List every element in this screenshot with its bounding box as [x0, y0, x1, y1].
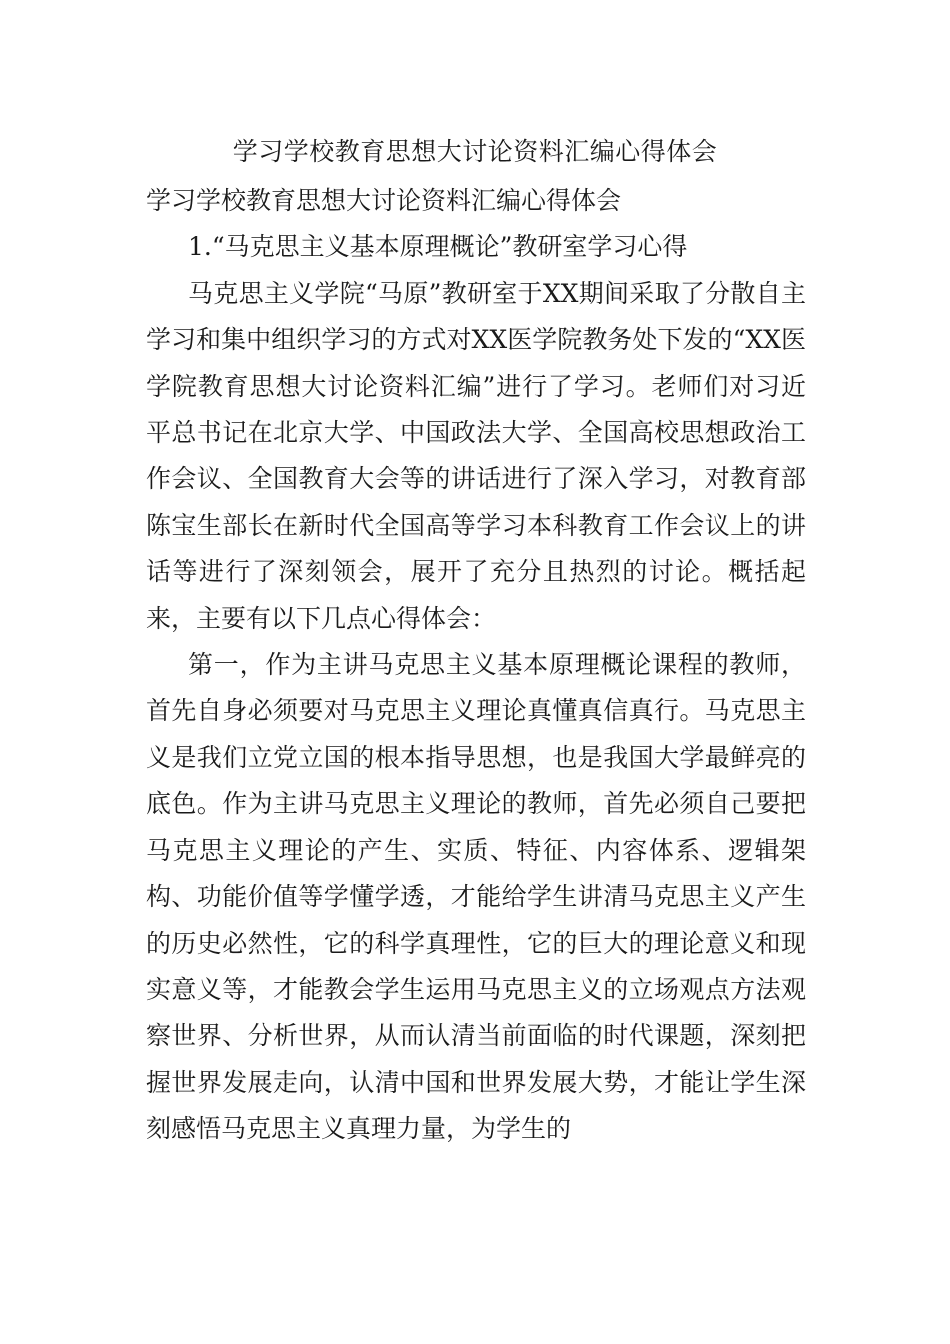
body-paragraph: 马克思主义学院“马原”教研室于XX期间采取了分散自主学习和集中组织学习的方式对XX医学院教务处下发的“XX医学院教育思想大讨论资料汇编”进行了学习。老师们对习近平总书记在北京大学、中国政法大学、全国高校思想政治工作会议、全国教育大会等的讲话进行了深入学习，对教育部陈宝生部长在新时代全国高等学习本科教育工作会议上的讲话等进行了深刻领会，展开了充分且热烈的讨论。概括起来，主要有以下几点心得体会： [146, 278, 806, 633]
body-paragraph: 第一，作为主讲马克思主义基本原理概论课程的教师，首先自身必须要对马克思主义理论真懂真信真行。马克思主义是我们立党立国的根本指导思想，也是我国大学最鲜亮的底色。作为主讲马克思主义理论的教师，首先必须自己要把马克思主义理论的产生、实质、特征、内容体系、逻辑架构、功能价值等学懂学透，才能给学生讲清马克思主义产生的历史必然性，它的科学真理性，它的巨大的理论意义和现实意义等，才能教会学生运用马克思主义的立场观点方法观察世界、分析世界，从而认清当前面临的时代课题，深刻把握世界发展走向，认清中国和世界发展大势，才能让学生深刻感悟马克思主义真理力量，为学生的 [146, 650, 806, 1144]
section-heading: 1.“马克思主义基本原理概论”教研室学习心得 [188, 232, 688, 262]
document-subtitle: 学习学校教育思想大讨论资料汇编心得体会 [146, 186, 622, 215]
document-title: 学习学校教育思想大讨论资料汇编心得体会 [232, 137, 718, 166]
document-body [146, 178, 806, 1153]
